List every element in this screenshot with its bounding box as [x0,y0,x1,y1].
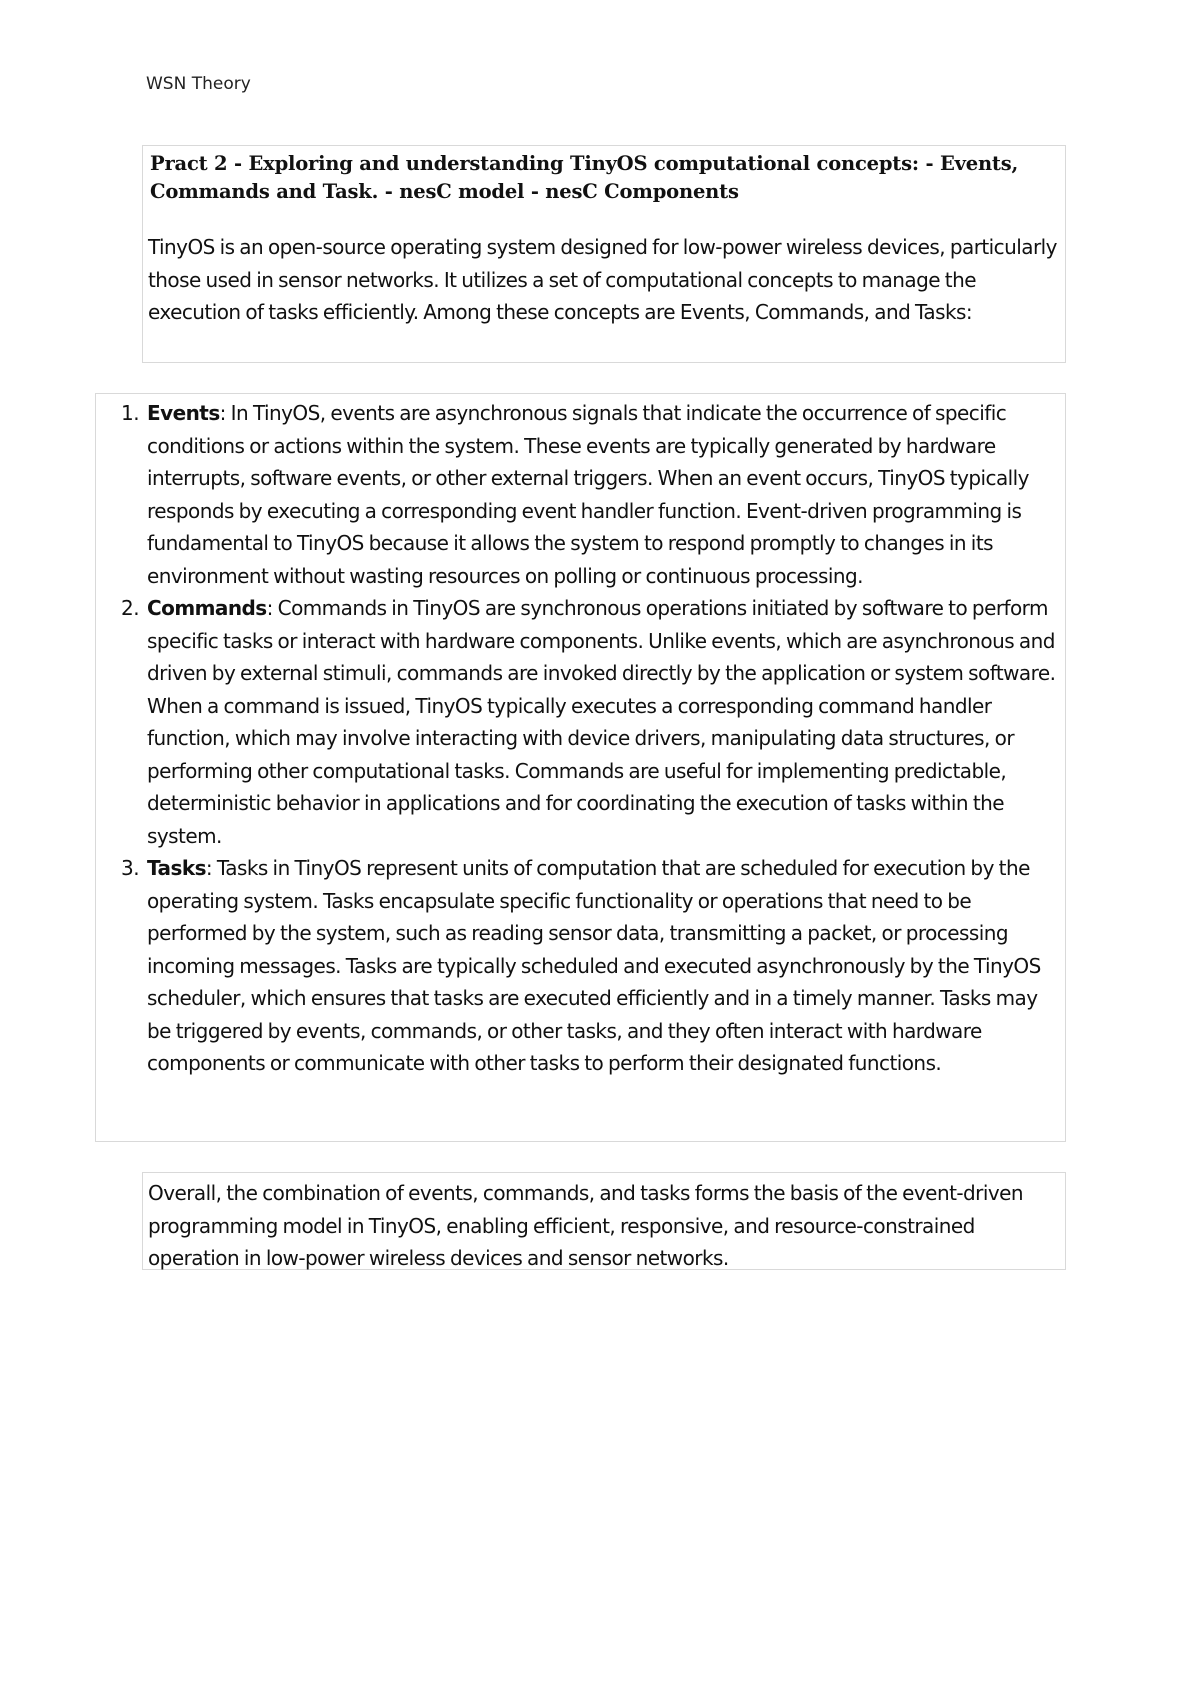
concepts-list [96,397,1065,1080]
description-events: : In TinyOS, events are asynchronous signals that indicate the occurrence of specific conditions or actions within the system. These events are typically generated by hardware interrupts, software events, or other external triggers. When an event occurs, TinyOS typically responds by executing a corresponding event handler function. Event-driven programming is fundamental to TinyOS because it allows the system to respond promptly to changes in its environment without wasting resources on polling or continuous processing. [147,401,1029,588]
term-commands: Commands [147,596,267,620]
list-item-events [96,397,1065,592]
list-number: 3. [121,856,139,880]
term-events: Events [147,401,220,425]
term-tasks: Tasks [147,856,206,880]
list-item-commands [96,592,1065,852]
intro-paragraph: TinyOS is an open-source operating system designed for low-power wireless devices, particularly those used in sensor networks. It utilizes a set of computational concepts to manage the execution of tasks efficiently. Among these concepts are Events, Commands, and Tasks: [148,235,1057,324]
description-tasks: : Tasks in TinyOS represent units of computation that are scheduled for execution by the operating system. Tasks encapsulate specific functionality or operations that need to be performed by the system, such as reading sensor data, transmitting a packet, or processing incoming messages. Tasks are typically scheduled and executed asynchronously by the TinyOS scheduler, which ensures that tasks are executed efficiently and in a timely manner. Tasks may be triggered by events, commands, or other tasks, and they often interact with hardware components or communicate with other tasks to perform their designated functions. [147,856,1041,1075]
list-item-tasks [96,852,1065,1080]
practical-title: Pract 2 - Exploring and understanding TinyOS computational concepts: - Events, Commands and Task. - nesC model - nesC Components [150,152,1019,203]
summary-section [142,1172,1066,1270]
concepts-section [95,393,1066,1142]
description-commands: : Commands in TinyOS are synchronous operations initiated by software to perform specific tasks or interact with hardware components. Unlike events, which are asynchronous and driven by external stimuli, commands are invoked directly by the application or system software. When a command is issued, TinyOS typically executes a corresponding command handler function, which may involve interacting with device drivers, manipulating data structures, or performing other computational tasks. Commands are useful for implementing predictable, deterministic behavior in applications and for coordinating the execution of tasks within the system. [147,596,1056,848]
summary-paragraph: Overall, the combination of events, commands, and tasks forms the basis of the event-driven programming model in TinyOS, enabling efficient, responsive, and resource-constrained operation in low-power wireless devices and sensor networks. [148,1181,1024,1270]
list-number: 1. [121,401,139,425]
list-number: 2. [121,596,139,620]
running-header: WSN Theory [146,74,251,94]
intro-section [142,145,1066,363]
